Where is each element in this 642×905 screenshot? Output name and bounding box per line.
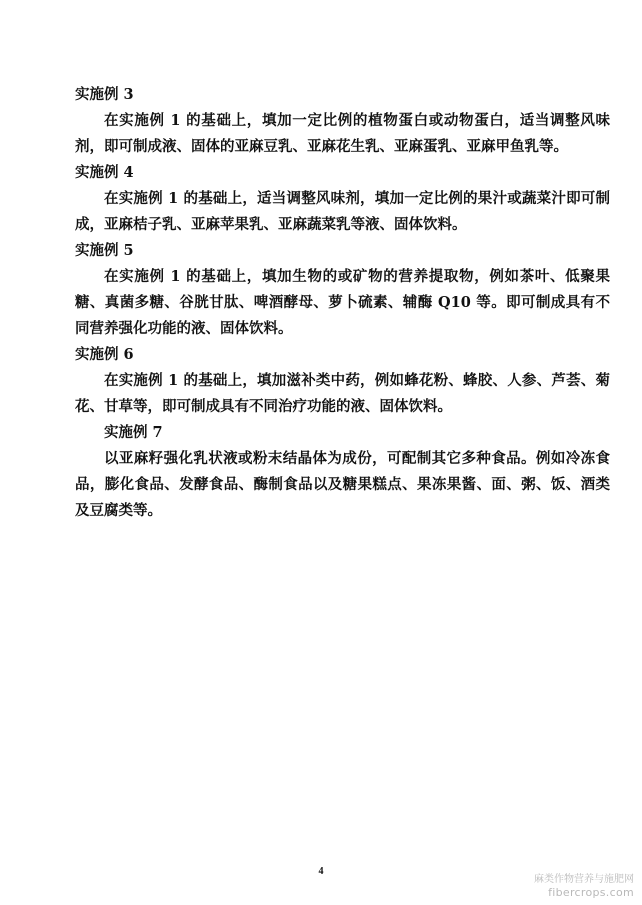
section-paragraph: 在实施例 1 的基础上，填加一定比例的植物蛋白或动物蛋白，适当调整风味剂，即可制成液、固体的亚麻豆乳、亚麻花生乳、亚麻蛋乳、亚麻甲鱼乳等。: [75, 112, 610, 155]
section-example-3: [75, 82, 610, 160]
section-heading: 实施例 3: [75, 86, 134, 103]
section-example-4: [75, 160, 610, 238]
section-paragraph: 在实施例 1 的基础上，填加滋补类中药，例如蜂花粉、蜂胶、人参、芦荟、菊花、甘草等，即可制成具有不同治疗功能的液、固体饮料。: [75, 372, 610, 415]
section-paragraph: 在实施例 1 的基础上，填加生物的或矿物的营养提取物，例如茶叶、低聚果糖、真菌多糖、谷胱甘肽、啤酒酵母、萝卜硫素、辅酶 Q10 等。即可制成具有不同营养强化功能的液、固体饮料。: [75, 268, 610, 337]
document-body: [75, 82, 610, 524]
section-heading: 实施例 5: [75, 242, 134, 259]
section-heading: 实施例 4: [75, 164, 134, 181]
section-heading: 实施例 6: [75, 346, 134, 363]
watermark-url: fibercrops.com: [548, 886, 634, 899]
section-heading: 实施例 7: [104, 424, 163, 441]
page-number: 4: [318, 866, 324, 877]
section-example-7: [75, 420, 610, 524]
watermark-site-name: 麻类作物营养与施肥网: [534, 874, 634, 885]
section-example-6: [75, 342, 610, 420]
section-paragraph: 以亚麻籽强化乳状液或粉末结晶体为成份，可配制其它多种食品。例如冷冻食品，膨化食品、发酵食品、酶制食品以及糖果糕点、果冻果酱、面、粥、饭、酒类及豆腐类等。: [75, 450, 610, 519]
site-watermark: [514, 873, 634, 899]
section-paragraph: 在实施例 1 的基础上，适当调整风味剂，填加一定比例的果汁或蔬菜汁即可制成，亚麻桔子乳、亚麻苹果乳、亚麻蔬菜乳等液、固体饮料。: [75, 190, 610, 233]
section-example-5: [75, 238, 610, 342]
